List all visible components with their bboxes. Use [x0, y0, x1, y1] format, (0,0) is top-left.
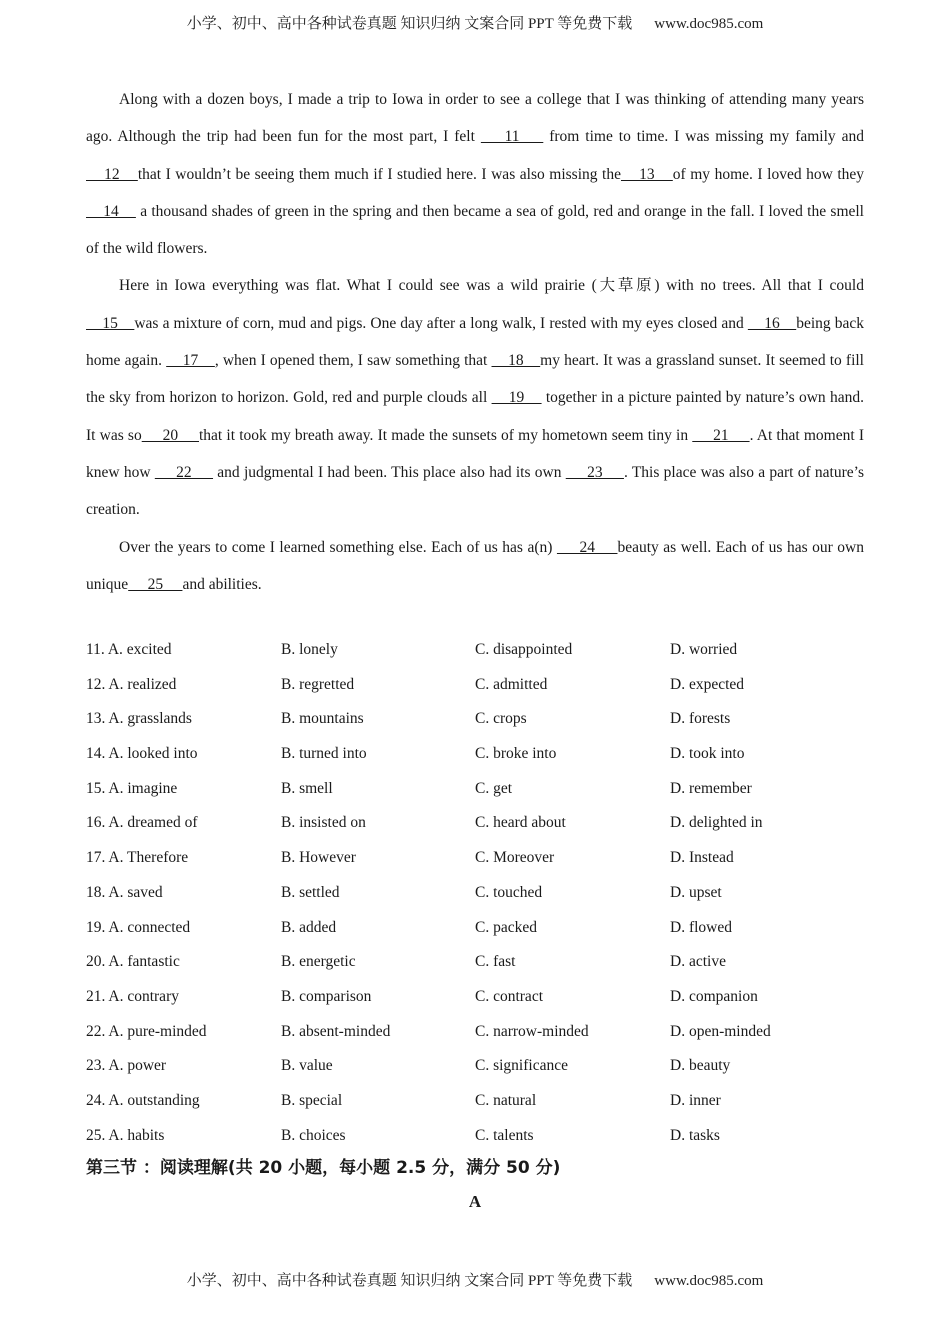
- passage-text: of my home. I loved how they: [672, 165, 865, 183]
- passage-text: my heart. It was a grassland sunset. It seemed to fill the sky from horizon to horizon. Gold, red and purple clouds all: [86, 352, 864, 407]
- passage-text: that it took my breath away. It made the sunsets of my hometown seem tiny in: [199, 426, 693, 444]
- option-d: D. open-minded: [670, 1022, 771, 1040]
- part-letter: A: [468, 1192, 482, 1211]
- footer-text: 小学、初中、高中各种试卷真题 知识归纳 文案合同 PPT 等免费下载: [186, 1273, 633, 1289]
- option-c: C. broke into: [475, 745, 557, 763]
- option-c: C. contract: [475, 987, 544, 1005]
- blank-24: 24: [556, 538, 618, 556]
- option-c: C. significance: [475, 1057, 568, 1075]
- blank-21: 21: [692, 426, 750, 444]
- option-b: B. insisted on: [281, 814, 366, 832]
- passage-paragraph-1: [86, 81, 864, 267]
- option-a: 19. A. connected: [86, 918, 191, 936]
- header-text: 小学、初中、高中各种试卷真题 知识归纳 文案合同 PPT 等免费下载: [186, 16, 633, 32]
- option-row: [86, 911, 886, 946]
- option-c: C. crops: [475, 710, 527, 728]
- footer-site-link[interactable]: www.doc985.com: [654, 1273, 764, 1289]
- option-b: B. special: [281, 1091, 343, 1109]
- passage-text: beauty as well. Each of us has our own unique: [86, 538, 864, 593]
- option-a: 20. A. fantastic: [86, 953, 180, 971]
- option-b: B. absent-minded: [281, 1022, 391, 1040]
- option-b: B. choices: [281, 1126, 346, 1144]
- option-b: B. value: [281, 1057, 333, 1075]
- option-c: C. Moreover: [475, 849, 555, 867]
- passage-text: from time to time. I was missing my family and: [543, 128, 864, 146]
- option-c: C. disappointed: [475, 641, 573, 658]
- option-b: B. lonely: [281, 641, 338, 658]
- option-c: C. fast: [475, 953, 516, 971]
- option-c: C. touched: [475, 883, 543, 901]
- option-a: 13. A. grasslands: [86, 710, 192, 728]
- option-d: D. delighted in: [670, 814, 763, 832]
- blank-16: 16: [747, 314, 797, 332]
- blank-17: 17: [166, 352, 215, 370]
- option-c: C. heard about: [475, 814, 566, 832]
- option-a: 23. A. power: [86, 1057, 167, 1075]
- option-d: D. remember: [670, 779, 752, 797]
- blank-11: 11: [480, 128, 544, 146]
- option-row: [86, 980, 886, 1015]
- option-b: B. mountains: [281, 710, 364, 728]
- blank-18: 18: [491, 352, 541, 370]
- blank-13: 13: [620, 165, 673, 183]
- blank-25: 25: [128, 575, 183, 593]
- option-d: D. expected: [670, 675, 745, 693]
- passage-text: Along with a dozen boys, I made a trip to Iowa in order to see a college that I was thinking of attending many years ago. Although the trip had been fun for the most part, I felt: [86, 91, 864, 146]
- option-d: D. took into: [670, 745, 745, 763]
- option-row: [86, 702, 886, 737]
- option-d: D. flowed: [670, 918, 732, 936]
- option-row: [86, 772, 886, 807]
- option-c: C. packed: [475, 918, 537, 936]
- option-a: 21. A. contrary: [86, 987, 179, 1005]
- option-a: 22. A. pure-minded: [86, 1022, 207, 1040]
- cloze-passage: [86, 81, 864, 603]
- option-row: [86, 876, 886, 911]
- option-row: [86, 1084, 886, 1119]
- passage-text: was a mixture of corn, mud and pigs. One day after a long walk, I rested with my eyes closed and: [134, 314, 748, 332]
- option-d: D. inner: [670, 1091, 721, 1109]
- passage-text: , when I opened them, I saw something that: [214, 352, 492, 370]
- passage-paragraph-2: [86, 267, 864, 528]
- blank-15: 15: [86, 314, 135, 332]
- passage-text: . This place was also a part of nature’s creation.: [86, 463, 864, 519]
- header-site-link[interactable]: www.doc985.com: [654, 16, 764, 32]
- option-a: 16. A. dreamed of: [86, 814, 198, 832]
- blank-20: 20: [141, 426, 199, 444]
- passage-text: that I wouldn’t be seeing them much if I studied here. I was also missing the: [137, 165, 621, 183]
- option-d: D. forests: [670, 710, 731, 728]
- passage-text: and judgmental I had been. This place also had its own: [213, 463, 566, 481]
- passage-text: together in a picture painted by nature’s own hand. It was so: [86, 389, 864, 444]
- option-b: B. added: [281, 918, 337, 936]
- option-b: B. settled: [281, 883, 340, 901]
- option-c: C. narrow-minded: [475, 1022, 589, 1040]
- option-d: D. active: [670, 953, 726, 971]
- passage-text: and abilities.: [182, 575, 262, 593]
- option-row: [86, 1049, 886, 1084]
- page-footer: [0, 1269, 950, 1290]
- section-title: 第三节 ：阅读理解(共 20 小题，每小题 2.5 分，满分 50 分): [86, 1158, 561, 1178]
- option-c: C. talents: [475, 1126, 534, 1144]
- option-a: 24. A. outstanding: [86, 1091, 200, 1109]
- option-a: 17. A. Therefore: [86, 849, 189, 867]
- option-row: [86, 633, 886, 668]
- option-row: [86, 737, 886, 772]
- option-a: 12. A. realized: [86, 675, 177, 693]
- option-c: C. admitted: [475, 675, 548, 693]
- option-c: C. natural: [475, 1091, 537, 1109]
- option-a: 14. A. looked into: [86, 745, 198, 763]
- passage-text: Here in Iowa everything was flat. What I could see was a wild prairie (大草原) with no trees. All that I could: [119, 277, 864, 295]
- option-a: 18. A. saved: [86, 883, 163, 901]
- option-a: 25. A. habits: [86, 1126, 165, 1144]
- option-b: B. energetic: [281, 953, 356, 971]
- option-d: D. beauty: [670, 1057, 731, 1075]
- blank-14: 14: [86, 202, 136, 220]
- passage-paragraph-3: [86, 529, 864, 604]
- option-b: B. turned into: [281, 745, 367, 763]
- option-row: [86, 1119, 886, 1154]
- option-b: B. However: [281, 849, 356, 867]
- option-b: B. smell: [281, 779, 333, 797]
- option-d: D. worried: [670, 641, 738, 658]
- option-d: D. upset: [670, 883, 722, 901]
- blank-22: 22: [154, 463, 214, 481]
- passage-text: a thousand shades of green in the spring and then became a sea of gold, red and orange in the fall. I loved the smell of the wild flowers.: [86, 202, 864, 258]
- option-d: D. Instead: [670, 849, 734, 867]
- option-d: D. companion: [670, 987, 758, 1005]
- option-a: 15. A. imagine: [86, 779, 178, 797]
- option-b: B. regretted: [281, 675, 355, 693]
- blank-12: 12: [86, 165, 138, 183]
- option-row: [86, 806, 886, 841]
- option-row: [86, 841, 886, 876]
- option-a: 11. A. excited: [86, 641, 172, 658]
- blank-23: 23: [565, 463, 624, 481]
- passage-text: being back home again.: [86, 314, 865, 370]
- option-b: B. comparison: [281, 987, 372, 1005]
- page-header: [0, 12, 950, 33]
- option-row: [86, 1015, 886, 1050]
- blank-19: 19: [491, 389, 542, 407]
- option-row: [86, 668, 886, 703]
- option-row: [86, 945, 886, 980]
- passage-text: . At that moment I knew how: [86, 426, 864, 481]
- passage-text: Over the years to come I learned something else. Each of us has a(n): [119, 538, 557, 556]
- option-c: C. get: [475, 779, 513, 797]
- answer-options: [86, 633, 886, 1153]
- option-d: D. tasks: [670, 1126, 720, 1144]
